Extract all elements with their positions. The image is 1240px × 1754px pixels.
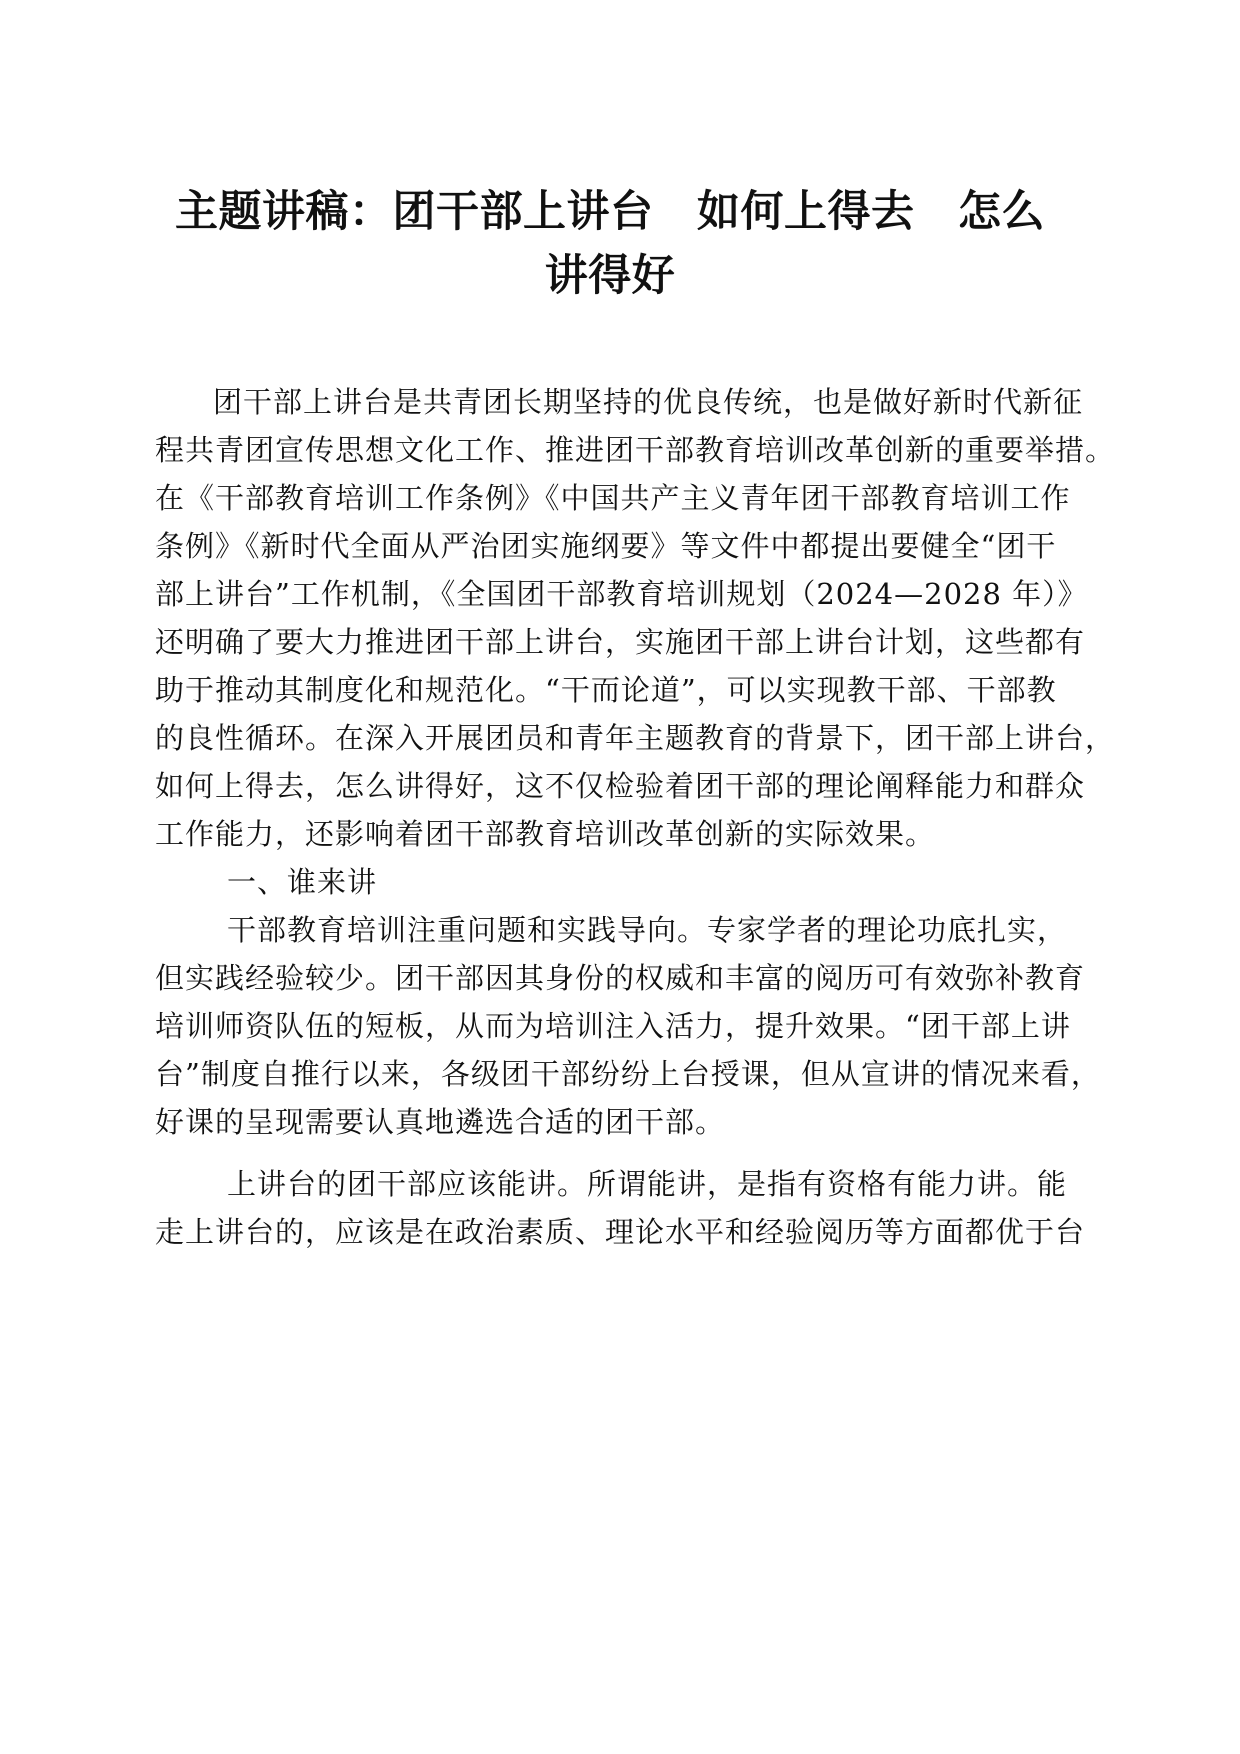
- paragraph-line: 条例》《新时代全面从严治团实施纲要》等文件中都提出要健全“团干: [155, 529, 1057, 563]
- paragraph-line: 在《干部教育培训工作条例》《中国共产主义青年团干部教育培训工作: [155, 481, 1071, 515]
- paragraph-line: 部上讲台”工作机制，《全国团干部教育培训规划（2024—2028 年）》: [155, 577, 1088, 611]
- paragraph-line: 程共青团宣传思想文化工作、推进团干部教育培训改革创新的重要举措。: [155, 433, 1116, 467]
- paragraph-can-speak: [155, 1160, 1085, 1256]
- title-line-2: 讲得好: [544, 251, 676, 301]
- paragraph-line: 干部教育培训注重问题和实践导向。专家学者的理论功底扎实，: [227, 913, 1068, 947]
- paragraph-who-speaks: [155, 906, 1101, 1146]
- document-title: [150, 180, 1070, 308]
- paragraph-line: 助于推动其制度化和规范化。“干而论道”，可以实现教干部、干部教: [155, 673, 1057, 707]
- paragraph-line: 还明确了要大力推进团干部上讲台，实施团干部上讲台计划，这些都有: [155, 625, 1086, 659]
- section-heading: 一、谁来讲: [227, 865, 378, 899]
- title-line-1: 主题讲稿：团干部上讲台 如何上得去 怎么: [175, 187, 1045, 237]
- paragraph-intro: [155, 378, 1116, 858]
- document-body: [155, 378, 1116, 1256]
- paragraph-line: 团干部上讲台是共青团长期坚持的优良传统，也是做好新时代新征: [213, 385, 1084, 419]
- paragraph-line: 工作能力，还影响着团干部教育培训改革创新的实际效果。: [155, 817, 936, 851]
- paragraph-line: 如何上得去，怎么讲得好，这不仅检验着团干部的理论阐释能力和群众: [155, 769, 1086, 803]
- paragraph-line: 好课的呈现需要认真地遴选合适的团干部。: [155, 1105, 726, 1139]
- paragraph-line: 培训师资队伍的短板，从而为培训注入活力，提升效果。“团干部上讲: [155, 1009, 1071, 1043]
- paragraph-line: 走上讲台的，应该是在政治素质、理论水平和经验阅历等方面都优于台: [155, 1215, 1086, 1249]
- paragraph-line: 的良性循环。在深入开展团员和青年主题教育的背景下，团干部上讲台，: [155, 721, 1116, 755]
- paragraph-line: 但实践经验较少。团干部因其身份的权威和丰富的阅历可有效弥补教育: [155, 961, 1086, 995]
- paragraph-line: 台”制度自推行以来，各级团干部纷纷上台授课，但从宣讲的情况来看，: [155, 1057, 1101, 1091]
- paragraph-line: 上讲台的团干部应该能讲。所谓能讲，是指有资格有能力讲。能: [227, 1167, 1068, 1201]
